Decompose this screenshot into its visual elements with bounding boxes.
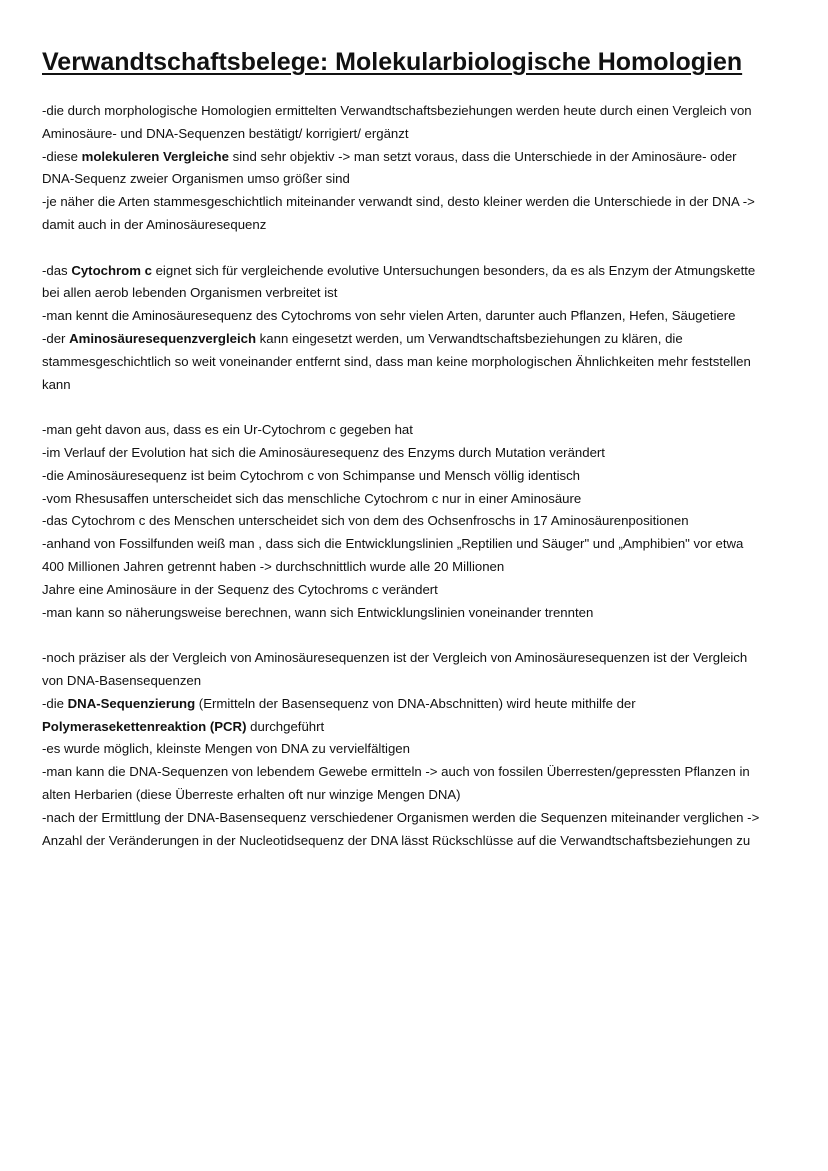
text-span: Anzahl der Veränderungen in der Nucleotidsequenz der DNA lässt Rückschlüsse auf die Verwandtschaftsbeziehungen zu xyxy=(42,832,751,848)
text-line xyxy=(42,328,802,351)
text-span: -der xyxy=(42,330,70,346)
text-span: kann eingesetzt werden, um Verwandtschaftsbeziehungen zu klären, die xyxy=(256,330,683,346)
text-line xyxy=(42,738,802,761)
text-span: damit auch in der Aminosäuresequenz xyxy=(42,216,267,232)
text-line xyxy=(42,716,802,739)
text-span: -die xyxy=(42,695,68,711)
text-line xyxy=(42,533,802,556)
document-page xyxy=(42,48,802,852)
text-span: Aminosäure- und DNA-Sequenzen bestätigt/ korrigiert/ ergänzt xyxy=(42,125,409,141)
text-line xyxy=(42,670,802,693)
text-line xyxy=(42,693,802,716)
text-span: -die durch morphologische Homologien ermittelten Verwandtschaftsbeziehungen werden heute durch einen Vergleich von xyxy=(42,103,752,118)
text-span: bei allen aerob lebenden Organismen verbreitet ist xyxy=(42,285,338,301)
text-line xyxy=(42,602,802,625)
text-line xyxy=(42,488,802,511)
bold-term: Polymerasekettenreaktion (PCR) xyxy=(42,718,247,734)
text-span: stammesgeschichtlich so weit voneinander entfernt sind, dass man keine morphologischen Ähnlichkeiten mehr feststellen xyxy=(42,353,751,369)
text-line xyxy=(42,465,802,488)
text-span: -anhand von Fossilfunden weiß man , dass sich die Entwicklungslinien „Reptilien und Säuger" und „Amphibien" vor etwa xyxy=(42,536,744,552)
paragraph-gap xyxy=(42,624,802,647)
text-span: -nach der Ermittlung der DNA-Basensequenz verschiedener Organismen werden die Sequenzen miteinander verglichen -> xyxy=(42,809,760,825)
text-line xyxy=(42,260,802,283)
text-line xyxy=(42,442,802,465)
paragraph xyxy=(42,419,802,624)
text-span: -vom Rhesusaffen unterscheidet sich das menschliche Cytochrom c nur in einer Aminosäure xyxy=(42,490,582,506)
text-span: -je näher die Arten stammesgeschichtlich miteinander verwandt sind, desto kleiner werden die Unterschiede in der DNA -> xyxy=(42,194,755,210)
bold-term: molekuleren Vergleiche xyxy=(81,148,229,164)
text-line xyxy=(42,214,802,237)
text-span: -die Aminosäuresequenz ist beim Cytochrom c von Schimpanse und Mensch völlig identisch xyxy=(42,467,581,483)
text-line xyxy=(42,556,802,579)
document-body xyxy=(42,100,802,852)
bold-term: DNA-Sequenzierung xyxy=(67,695,196,711)
text-line xyxy=(42,123,802,146)
text-span: kann xyxy=(42,376,71,392)
text-span: -das xyxy=(42,262,72,278)
text-span: durchgeführt xyxy=(246,718,325,734)
paragraph-gap xyxy=(42,396,802,419)
text-line xyxy=(42,100,802,123)
text-line xyxy=(42,282,802,305)
text-span: (Ermitteln der Basensequenz von DNA-Abschnitten) wird heute mithilfe der xyxy=(195,695,636,711)
text-line xyxy=(42,647,802,670)
text-span: -man kann so näherungsweise berechnen, wann sich Entwicklungslinien voneinander trennten xyxy=(42,604,594,620)
paragraph xyxy=(42,647,802,852)
text-line xyxy=(42,351,802,374)
paragraph xyxy=(42,100,802,237)
text-line xyxy=(42,191,802,214)
bold-term: Cytochrom c xyxy=(71,262,152,278)
text-span: -man geht davon aus, dass es ein Ur-Cytochrom c gegeben hat xyxy=(42,422,413,438)
text-line xyxy=(42,374,802,397)
text-line xyxy=(42,807,802,830)
text-span: sind sehr objektiv -> man setzt voraus, dass die Unterschiede in der Aminosäure- oder xyxy=(228,148,737,164)
text-span: -im Verlauf der Evolution hat sich die Aminosäuresequenz des Enzyms durch Mutation verändert xyxy=(42,444,605,460)
page-title: Verwandtschaftsbelege: Molekularbiologische Homologien xyxy=(42,48,743,76)
text-span: 400 Millionen Jahren getrennt haben -> durchschnittlich wurde alle 20 Millionen xyxy=(42,558,505,574)
text-line xyxy=(42,510,802,533)
text-line xyxy=(42,830,802,853)
text-span: DNA-Sequenz zweier Organismen umso größer sind xyxy=(42,171,350,187)
text-span: alten Herbarien (diese Überreste erhalten oft nur winzige Mengen DNA) xyxy=(42,786,461,802)
text-span: von DNA-Basensequenzen xyxy=(42,672,202,688)
text-line xyxy=(42,761,802,784)
paragraph-gap xyxy=(42,237,802,260)
text-span: -noch präziser als der Vergleich von Aminosäuresequenzen ist der Vergleich von Aminosäuresequenzen ist der Vergleich xyxy=(42,650,748,666)
text-span: eignet sich für vergleichende evolutive Untersuchungen besonders, da es als Enzym der Atmungskette xyxy=(151,262,756,278)
text-span: Jahre eine Aminosäure in der Sequenz des Cytochroms c verändert xyxy=(42,581,438,597)
text-line xyxy=(42,305,802,328)
text-line xyxy=(42,419,802,442)
text-line xyxy=(42,784,802,807)
text-span: -es wurde möglich, kleinste Mengen von DNA zu vervielfältigen xyxy=(42,741,410,757)
bold-term: Aminosäuresequenzvergleich xyxy=(69,330,257,346)
text-line xyxy=(42,146,802,169)
text-span: -diese xyxy=(42,148,82,164)
text-span: -man kennt die Aminosäuresequenz des Cytochroms von sehr vielen Arten, darunter auch Pflanzen, Hefen, Säugetiere xyxy=(42,308,736,324)
paragraph xyxy=(42,260,802,397)
text-span: -man kann die DNA-Sequenzen von lebendem Gewebe ermitteln -> auch von fossilen Überresten/gepressten Pflanzen in xyxy=(42,764,750,780)
text-line xyxy=(42,168,802,191)
text-span: -das Cytochrom c des Menschen unterscheidet sich von dem des Ochsenfroschs in 17 Aminosäurenpositionen xyxy=(42,513,689,529)
text-line xyxy=(42,579,802,602)
